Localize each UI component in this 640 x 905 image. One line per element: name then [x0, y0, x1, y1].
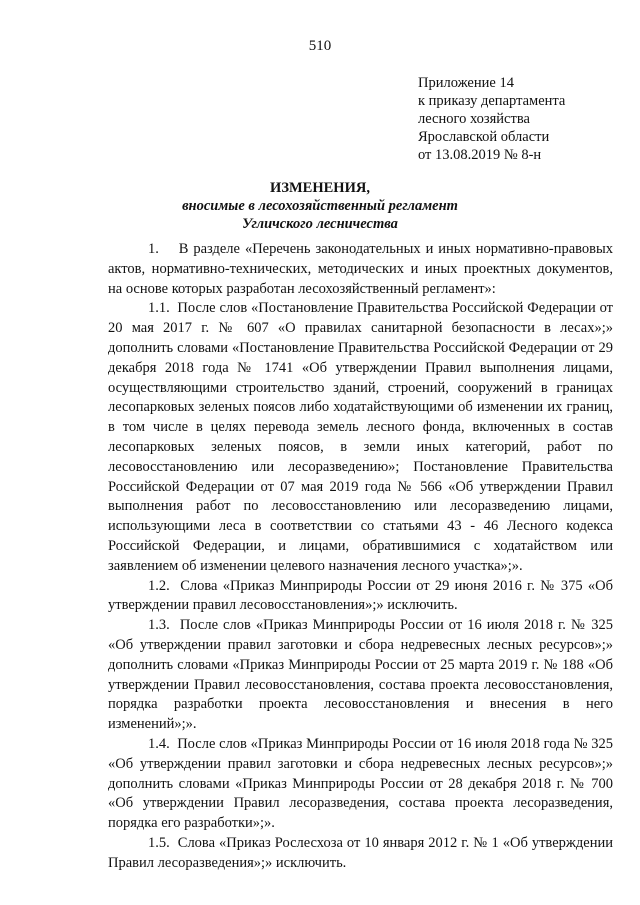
- appendix-line: лесного хозяйства: [418, 111, 530, 127]
- document-body: [108, 240, 613, 874]
- paragraph-1-2: 1.2. Слова «Приказ Минприроды России от 29 июня 2016 г. № 375 «Об утверждении правил лесовосстановления»;» исключить.: [108, 577, 613, 614]
- document-title: ИЗМЕНЕНИЯ,: [270, 180, 370, 196]
- appendix-block: [418, 74, 565, 164]
- document-subtitle: вносимые в лесохозяйственный регламент: [182, 198, 458, 214]
- page-number: 510: [308, 38, 332, 54]
- document-subtitle: Угличского лесничества: [242, 216, 398, 232]
- paragraph-1: 1. В разделе «Перечень законодательных и иных нормативно-правовых актов, нормативно-технических, методических и иных проектных документов, на основе которых разработан лесохозяйственный регламент»:: [108, 241, 613, 297]
- appendix-line: к приказу департамента: [418, 93, 566, 109]
- paragraph-1-5: 1.5. Слова «Приказ Рослесхоза от 10 января 2012 г. № 1 «Об утверждении Правил лесоразведения»;» исключить.: [108, 834, 613, 871]
- appendix-line: Приложение 14: [418, 75, 514, 91]
- appendix-line: Ярославской области: [418, 129, 550, 145]
- paragraph-1-3: 1.3. После слов «Приказ Минприроды России от 16 июля 2018 г. № 325 «Об утверждении правил заготовки и сбора недревесных лесных ресурсов»;» дополнить словами «Приказ Минприроды России от 25 марта 2019 г. № 188 «Об утверждении Правил лесовосстановления, состава проекта лесовосстановления, порядка разработки проекта лесовосстановления и внесения в него изменений»;».: [108, 617, 613, 733]
- paragraph-1-4: 1.4. После слов «Приказ Минприроды России от 16 июля 2018 года № 325 «Об утверждении правил заготовки и сбора недревесных лесных ресурсов»;» дополнить словами «Приказ Минприроды России от 28 декабря 2018 г. № 700 «Об утверждении Правил лесоразведения, состава проекта лесоразведения, порядка его разработки»;».: [108, 735, 613, 832]
- paragraph-1-1: 1.1. После слов «Постановление Правительства Российской Федерации от 20 мая 2017 г. № 607 «О правилах санитарной безопасности в лесах»;» дополнить словами «Постановление Правительства Российской Федерации от 29 декабря 2018 года № 1741 «Об утверждении Правил выполнения лицами, осуществляющими строительство зданий, строений, сооружений в границах лесопарковых зеленых поясов либо ходатайствующими об изменении их границ, в том числе в целях перевода земель лесного фонда, включенных в состав лесопарковых зеленых поясов, в земли иных категорий, работ по лесовосстановлению или лесоразведению»; Постановление Правительства Российской Федерации от 07 мая 2019 года № 566 «Об утверждении Правил выполнения работ по лесовосстановлению или лесоразведению лицами, использующими леса в соответствии со статьями 43 - 46 Лесного кодекса Российской Федерации, и лицами, обратившимися с ходатайством или заявлением об изменении целевого назначения лесного участка»;».: [108, 300, 613, 574]
- appendix-line: от 13.08.2019 № 8-н: [418, 147, 542, 163]
